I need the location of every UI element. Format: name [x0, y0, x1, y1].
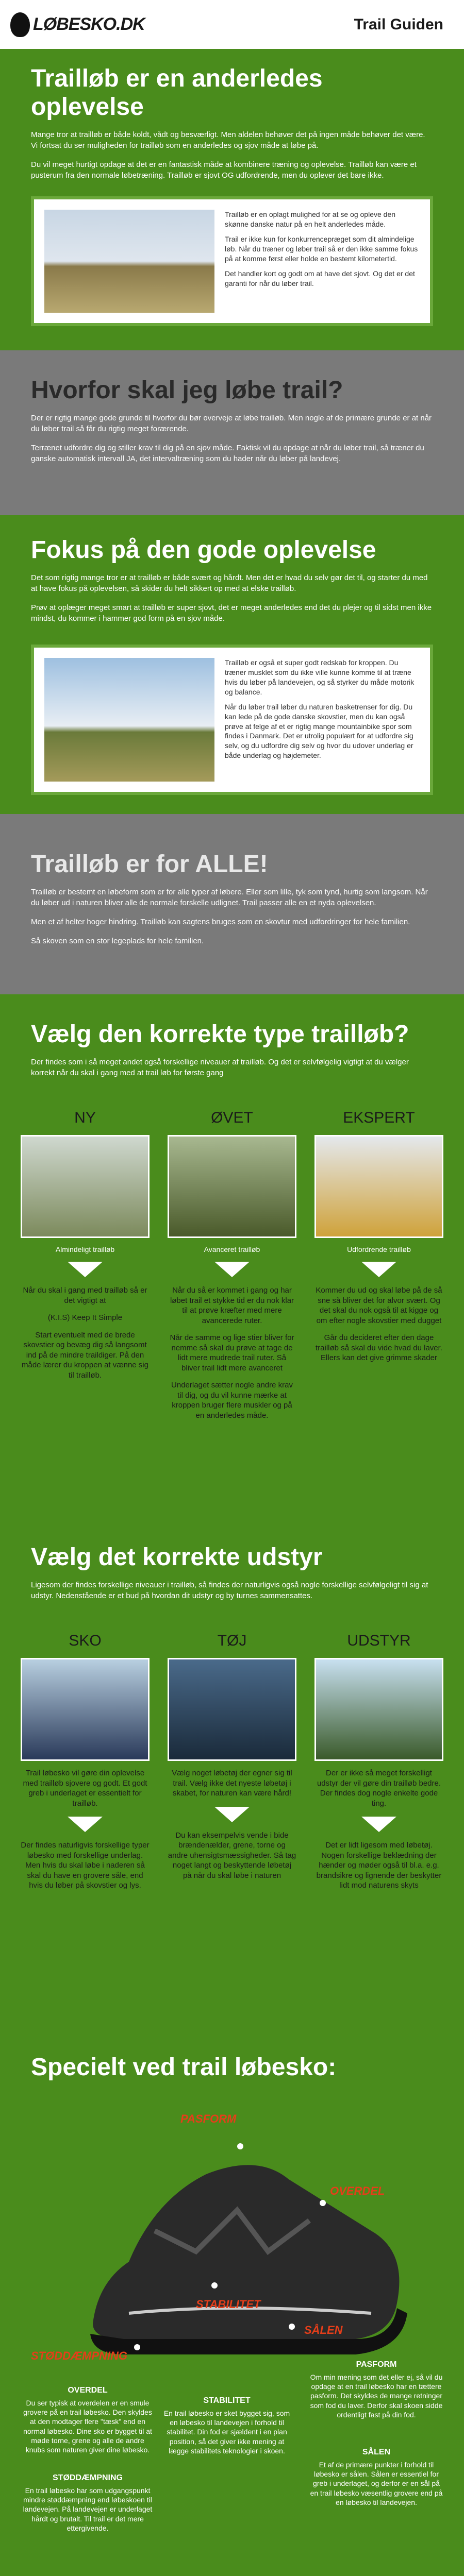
- gear-column-photo: [21, 1658, 150, 1761]
- gear-columns: [0, 1632, 464, 1891]
- all-p3: Så skoven som en stor legeplads for hele familien.: [31, 937, 204, 946]
- shoe-title: Specielt ved trail løbesko:: [31, 2054, 337, 2081]
- intro-card: [31, 196, 433, 326]
- gear-title: Vælg det korrekte udstyr: [31, 1544, 323, 1571]
- shoe-section: [0, 2043, 464, 2576]
- type-column-caption: Avanceret trailløb: [204, 1245, 260, 1254]
- type-lead: Der findes som i så meget andet også forskellige niveauer af trailløb. Og det er selvfølgelig vigtigt at du vælger korrekt når du skal i gang med at trail løb for første gang: [31, 1058, 409, 1078]
- gear-desc-1: Der er ikke så meget forskelligt udstyr der vil gøre din trailløb bedre. Der findes dog nogle enkelte gode ting.: [317, 1769, 441, 1808]
- type-columns: [0, 1109, 464, 1420]
- type-column-photo: [168, 1135, 296, 1238]
- shoe-feature: [160, 2396, 294, 2455]
- shoe-feature-title: STABILITET: [203, 2396, 251, 2405]
- shoe-feature: [309, 2447, 443, 2507]
- intro-section: [0, 49, 464, 350]
- down-arrow-icon: [214, 1807, 250, 1822]
- shoe-feature: [21, 2473, 155, 2533]
- shoe-feature: [21, 2385, 155, 2454]
- down-arrow-icon: [68, 1817, 103, 1832]
- focus-title: Fokus på den gode oplevelse: [31, 536, 376, 564]
- type-desc-paragraph: Kommer du ud og skal løbe på de så sne så bliver det for alvor svært. Og det skal du nok også til at kigge og om efter nogle skovstier med dugget: [316, 1286, 442, 1325]
- intro-card-p3: Det handler kort og godt om at have det sjovt. Og det er det garanti for når du løber trail.: [225, 269, 415, 287]
- all-section: [0, 814, 464, 994]
- type-desc-paragraph: Når de samme og lige stier bliver for nemme så skal du prøve at tage de lidt mere mudrede trail ruter. Så bliver trail lidt mere avanceret: [170, 1333, 294, 1372]
- site-logo[interactable]: [10, 12, 145, 37]
- gear-column-photo: [314, 1658, 443, 1761]
- down-arrow-icon: [68, 1262, 103, 1277]
- intro-card-p2: Trail er ikke kun for konkurrencepræget som dit almindelige løb. Når du træner og løber trail så er den ikke samme fokus på at komme først eller holde en bestemt kilometertid.: [225, 235, 418, 263]
- type-desc-paragraph: Når du så er kommet i gang og har løbet trail et stykke tid er du nok klar til at prøve kræfter med mere avancerede ruter.: [170, 1286, 294, 1325]
- shoe-feature-desc: Du ser typisk at overdelen er en smule grovere på en trail løbesko. Den skyldes at den modtager flere "tæsk" end en normal løbesko. Dine sko er bygget til at møde torne, grene og alle de andre knubs som naturen giver dine løbesko.: [23, 2398, 152, 2454]
- type-column-photo: [314, 1135, 443, 1238]
- why-p1: Der er rigtig mange gode grunde til hvorfor du bør overveje at løbe trailløb. Men nogle af de primære grunde er at når du løber trail så får du rigtig meget forærende.: [31, 414, 432, 434]
- type-desc-paragraph: (K.I.S) Keep It Simple: [47, 1313, 123, 1323]
- why-title: Hvorfor skal jeg løbe trail?: [31, 377, 343, 404]
- shoe-feature-title: SÅLEN: [362, 2448, 391, 2457]
- type-column: [21, 1109, 150, 1420]
- gear-column-photo: [168, 1658, 296, 1761]
- label-saalen: SÅLEN: [304, 2324, 343, 2337]
- type-desc-paragraph: Når du skal i gang med trailløb så er det vigtigt at: [23, 1286, 147, 1305]
- all-p2: Men et af helter hoger hindring. Trailløb kan sagtens bruges som en skovtur med udfordringer for hele familien.: [31, 918, 410, 927]
- shoe-feature-title: OVERDEL: [68, 2386, 108, 2395]
- gear-section: [0, 1528, 464, 2043]
- type-section: [0, 994, 464, 1528]
- shoe-feature-desc: Et af de primære punkter i forhold til løbesko er sålen. Sålen er essentiel for greb i underlaget, og derfor er en sål på en trail løbesko væsentlig grovere end på en løbesko til landevejen.: [310, 2460, 443, 2506]
- page-title: Trail Guiden: [354, 15, 443, 33]
- gear-column-heading: TØJ: [217, 1632, 247, 1650]
- gear-column-heading: SKO: [69, 1632, 102, 1650]
- gear-desc-1: Vælg noget løbetøj der egner sig til trail. Vælg ikke det nyeste løbetøj i skabet, for naturen kan være hård!: [172, 1769, 292, 1798]
- gear-lead: Ligesom der findes forskellige niveauer i trailløb, så findes der naturligvis også nogle forskellige selvfølgeligt til sig at udstyr. Nedenstående er et bud på hvordan dit udstyr og by turnes sammensattes.: [31, 1581, 428, 1601]
- gear-desc-2: Det er lidt ligesom med løbetøj. Nogen forskellige beklædning der hænder og møder også til bl.a. e.g. brandsikre og lignende der beskytter lidt mod naturens skyts: [316, 1841, 442, 1890]
- focus-card-p2: Når du løber trail løber du naturen basketrenser for dig. Du kan lede på de gode danske skovstier, men du kan også prøve at felge af et er rigtig mange mountainbike spor som findes i Danmark. Det er utrolig populært for at udfordre sig selv, og du udfordre dig selv og hvor du udover underlag er både underlag og højdemeter.: [225, 702, 413, 760]
- logo-mark-icon: [10, 12, 30, 37]
- shoe-feature-desc: En trail løbesko har som udgangspunkt mindre støddæmpning end løbeskoen til landevejen. På landevejen er underlaget hårdt og brutalt. Til trail er det mere ettergivende.: [23, 2486, 153, 2532]
- why-p2: Terrænet udfordre dig og stiller krav til dig på en sjov måde. Faktisk vil du opdage at når du løber trail, så træner du ganske automatisk intervall JA, det intervaltræning som du hader når du løber på landevej.: [31, 444, 424, 464]
- type-column-photo: [21, 1135, 150, 1238]
- intro-title: Trailløb er en anderledes oplevelse: [31, 65, 323, 121]
- gear-desc-2: Du kan eksempelvis vende i bide brændenælder, grene, torne og andre uhensigtsmæssigheder. Så tag noget langt og beskyttende løbetøj på når du skal løbe i naturen: [168, 1831, 296, 1880]
- shoe-diagram: [0, 2097, 464, 2532]
- down-arrow-icon: [214, 1262, 250, 1277]
- label-pasform: PASFORM: [180, 2112, 237, 2126]
- gear-column-heading: UDSTYR: [347, 1632, 411, 1650]
- focus-card-p1: Trailløb er også et super godt redskab for kroppen. Du træner musklet som du ikke ville kunne komme til at træne hvis du løber på landevejen, og så styrker du måde motorik og balance.: [225, 658, 415, 696]
- label-overdel: OVERDEL: [330, 2184, 385, 2198]
- gear-desc-2: Der findes naturligvis forskellige typer løbesko med forskellige underlag. Men hvis du skal løbe i naderen så skal du have en grovere såle, end hvis du løber på skovstier og lys.: [21, 1841, 150, 1890]
- site-header: [0, 0, 464, 49]
- intro-card-p1: Trailløb er en oplagt mulighed for at se og opleve den skønne danske natur på en helt anderledes måde.: [225, 210, 396, 229]
- shoe-image: [0, 2097, 464, 2385]
- why-section: [0, 350, 464, 515]
- label-stabilitet: STABILITET: [196, 2298, 261, 2311]
- type-column-heading: ØVET: [211, 1109, 253, 1127]
- type-desc-paragraph: Underlaget sætter nogle andre krav til dig, og du vil kunne mærke at kroppen bruger flere muskler og på en anderledes måde.: [171, 1381, 293, 1420]
- label-stoeddaempning: STØDDÆMPNING: [31, 2349, 127, 2363]
- focus-card: [31, 645, 433, 795]
- focus-p1: Det som rigtig mange tror er at trailløb er både svært og hårdt. Men det er hvad du selv gør det til, og starter du med at have fokus på oplevelsen, så skider du helt sikkert op med at elske trailløb.: [31, 573, 428, 594]
- shoe-feature: [309, 2360, 443, 2419]
- gear-column: [21, 1632, 150, 1891]
- type-column-desc: [21, 1285, 150, 1380]
- gear-desc-1: Trail løbesko vil gøre din oplevelse med trailløb sjovere og godt. Et godt greb i underlaget er essentielt for trailløb.: [23, 1769, 147, 1808]
- sky-photo: [44, 658, 214, 782]
- type-column-desc: [168, 1285, 296, 1420]
- type-column-desc: [314, 1285, 443, 1363]
- shoe-feature-desc: Om min mening som det eller ej, så vil du opdage at en trail løbesko har en tættere pasform. Det skyldes de mange retninger som fod du laver. Derfor skal skoen sidde ordentligt fast på din fod.: [310, 2372, 443, 2419]
- down-arrow-icon: [361, 1262, 396, 1277]
- field-photo: [44, 210, 214, 313]
- type-column-heading: EKSPERT: [343, 1109, 415, 1127]
- type-column-caption: Udfordrende trailløb: [347, 1245, 411, 1254]
- type-column: [314, 1109, 443, 1420]
- focus-section: [0, 515, 464, 814]
- focus-p2: Prøv at oplæger meget smart at trailløb er super sjovt, det er meget anderledes end det du plejer og til sidst men ikke mindst, du kommer i hammer god form på en sjov måde.: [31, 603, 432, 623]
- type-column-caption: Almindeligt trailløb: [55, 1245, 115, 1254]
- type-desc-paragraph: Går du decideret efter den dage trailløb så skal du vide hvad du laver. Ellers kan det give grimme skader: [316, 1333, 442, 1363]
- down-arrow-icon: [361, 1817, 396, 1832]
- type-title: Vælg den korrekte type trailløb?: [31, 1021, 409, 1048]
- logo-text: LØBESKO.DK: [33, 14, 145, 34]
- type-desc-paragraph: Start eventuelt med de brede skovstier og bevæg dig så langsomt ind på de mindre traildiger. På den måde lærer du kroppen at vænne sig til trailløb.: [22, 1330, 148, 1380]
- shoe-feature-title: STØDDÆMPNING: [53, 2473, 123, 2483]
- type-column: [168, 1109, 296, 1420]
- gear-column: [168, 1632, 296, 1891]
- gear-column: [314, 1632, 443, 1891]
- intro-p1: Mange tror at trailløb er både koldt, vådt og besværligt. Men aldelen behøver det på ingen måde behøver det være. Vi fortsat du ser muligheden for trailløb som en anderledes og sjov måde at løbe på.: [31, 130, 425, 150]
- shoe-feature-title: PASFORM: [356, 2360, 397, 2369]
- all-title: Trailløb er for ALLE!: [31, 851, 268, 878]
- type-column-heading: NY: [74, 1109, 96, 1127]
- shoe-feature-desc: En trail løbesko er sket bygget sig, som en løbesko til landevejen i forhold til stabilitet. Din fod er sjældent i en plan position, så det giver ikke mening at lægge stabilitets teknologier i skoen.: [163, 2409, 290, 2455]
- intro-p2: Du vil meget hurtigt opdage at det er en fantastisk måde at kombinere træning og oplevelse. Trailløb kan være et pusterum fra den normale løbetræning. Trailløb er sjovt OG udfordrende, men du oplever det bare ikke.: [31, 160, 417, 180]
- all-p1: Trailløb er bestemt en løbeform som er for alle typer af løbere. Eller som lille, tyk som tynd, hurtig som langsom. Når du løber ud i naturen bliver alle de normale forskelle udlignet. Trail passer alle en et nyda oplevelsen.: [31, 888, 428, 908]
